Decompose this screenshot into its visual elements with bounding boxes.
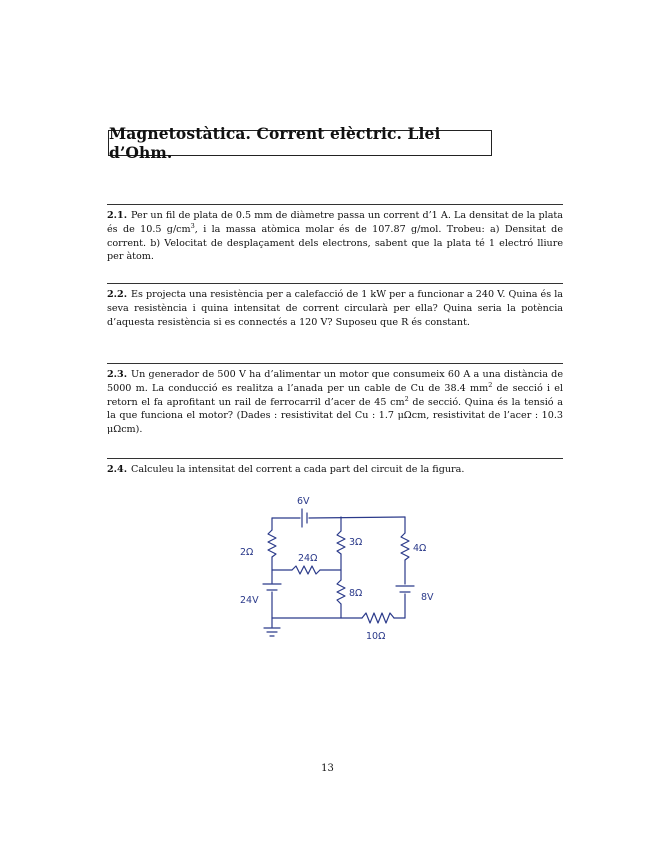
problem-number: 2.4. xyxy=(107,464,128,475)
problem-text: , i la massa atòmica molar és de 107.87 g/mol. Trobeu: a) Densitat de corrent. b) Velocitat de desplaçament dels electrons, sabent que la plata té 1 electró lliure per àtom. xyxy=(107,223,563,263)
page-number: 13 xyxy=(321,763,334,774)
problem-number: 2.1. xyxy=(107,210,128,221)
circuit-diagram xyxy=(225,488,450,648)
wire-top-right xyxy=(309,517,405,518)
label-r-center-bottom: 8Ω xyxy=(349,588,363,599)
resistor-center-top xyxy=(337,531,345,554)
label-r-bottom: 10Ω xyxy=(366,631,386,642)
resistor-left xyxy=(268,530,276,557)
problem-number: 2.3. xyxy=(107,369,128,380)
label-r-right: 4Ω xyxy=(413,543,427,554)
problem-2-3 xyxy=(107,363,563,437)
resistor-center-bottom xyxy=(337,580,345,604)
label-battery-right: 8V xyxy=(421,592,434,603)
chapter-title: Magnetostàtica. Corrent elèctric. Llei d’Ohm. xyxy=(109,124,441,162)
label-r-middle: 24Ω xyxy=(298,553,318,564)
chapter-title-box xyxy=(108,124,492,162)
label-r-left: 2Ω xyxy=(240,547,254,558)
label-r-center-top: 3Ω xyxy=(349,537,363,548)
resistor-bottom xyxy=(362,613,394,623)
problem-number: 2.2. xyxy=(107,289,128,300)
superscript: 2 xyxy=(404,394,409,403)
superscript: 3 xyxy=(190,221,195,230)
problem-2-2 xyxy=(107,283,563,329)
problem-text: de secció i el retorn el fa aprofitant un rail de ferrocarril d’acer de 45 cm xyxy=(107,382,563,408)
problem-text: Per un fil de plata de 0.5 mm de diàmetre passa un corrent d’1 A. La densitat de la plata és de 10.5 g/cm xyxy=(107,210,563,235)
problem-text: Un generador de 500 V ha d’alimentar un motor que consumeix 60 A a una distància de 5000 m. La conducció es realitza a l’anada per un cable de Cu de 38.4 mm xyxy=(107,369,563,394)
superscript: 2 xyxy=(488,380,493,389)
problem-2-4 xyxy=(107,458,563,477)
resistor-right xyxy=(401,533,409,560)
problem-text: de secció. Quina és la tensió a la que funciona el motor? (Dades : resistivitat del Cu : 1.7 μΩcm, resistivitat de l’acer : 10.3 μΩcm). xyxy=(107,396,563,436)
label-battery-left: 24V xyxy=(240,595,259,606)
problem-text: Calculeu la intensitat del corrent a cada part del circuit de la figura. xyxy=(131,464,465,475)
label-battery-top: 6V xyxy=(297,496,310,507)
problem-text: Es projecta una resistència per a calefacció de 1 kW per a funcionar a 240 V. Quina és la seva resistència i quina intensitat de corrent circularà per ella? Quina seria la potència d’aquesta resistència si es connectés a 120 V? Suposeu que R és constant. xyxy=(107,289,563,328)
problem-2-1 xyxy=(107,204,563,264)
resistor-middle-horizontal xyxy=(292,566,320,574)
